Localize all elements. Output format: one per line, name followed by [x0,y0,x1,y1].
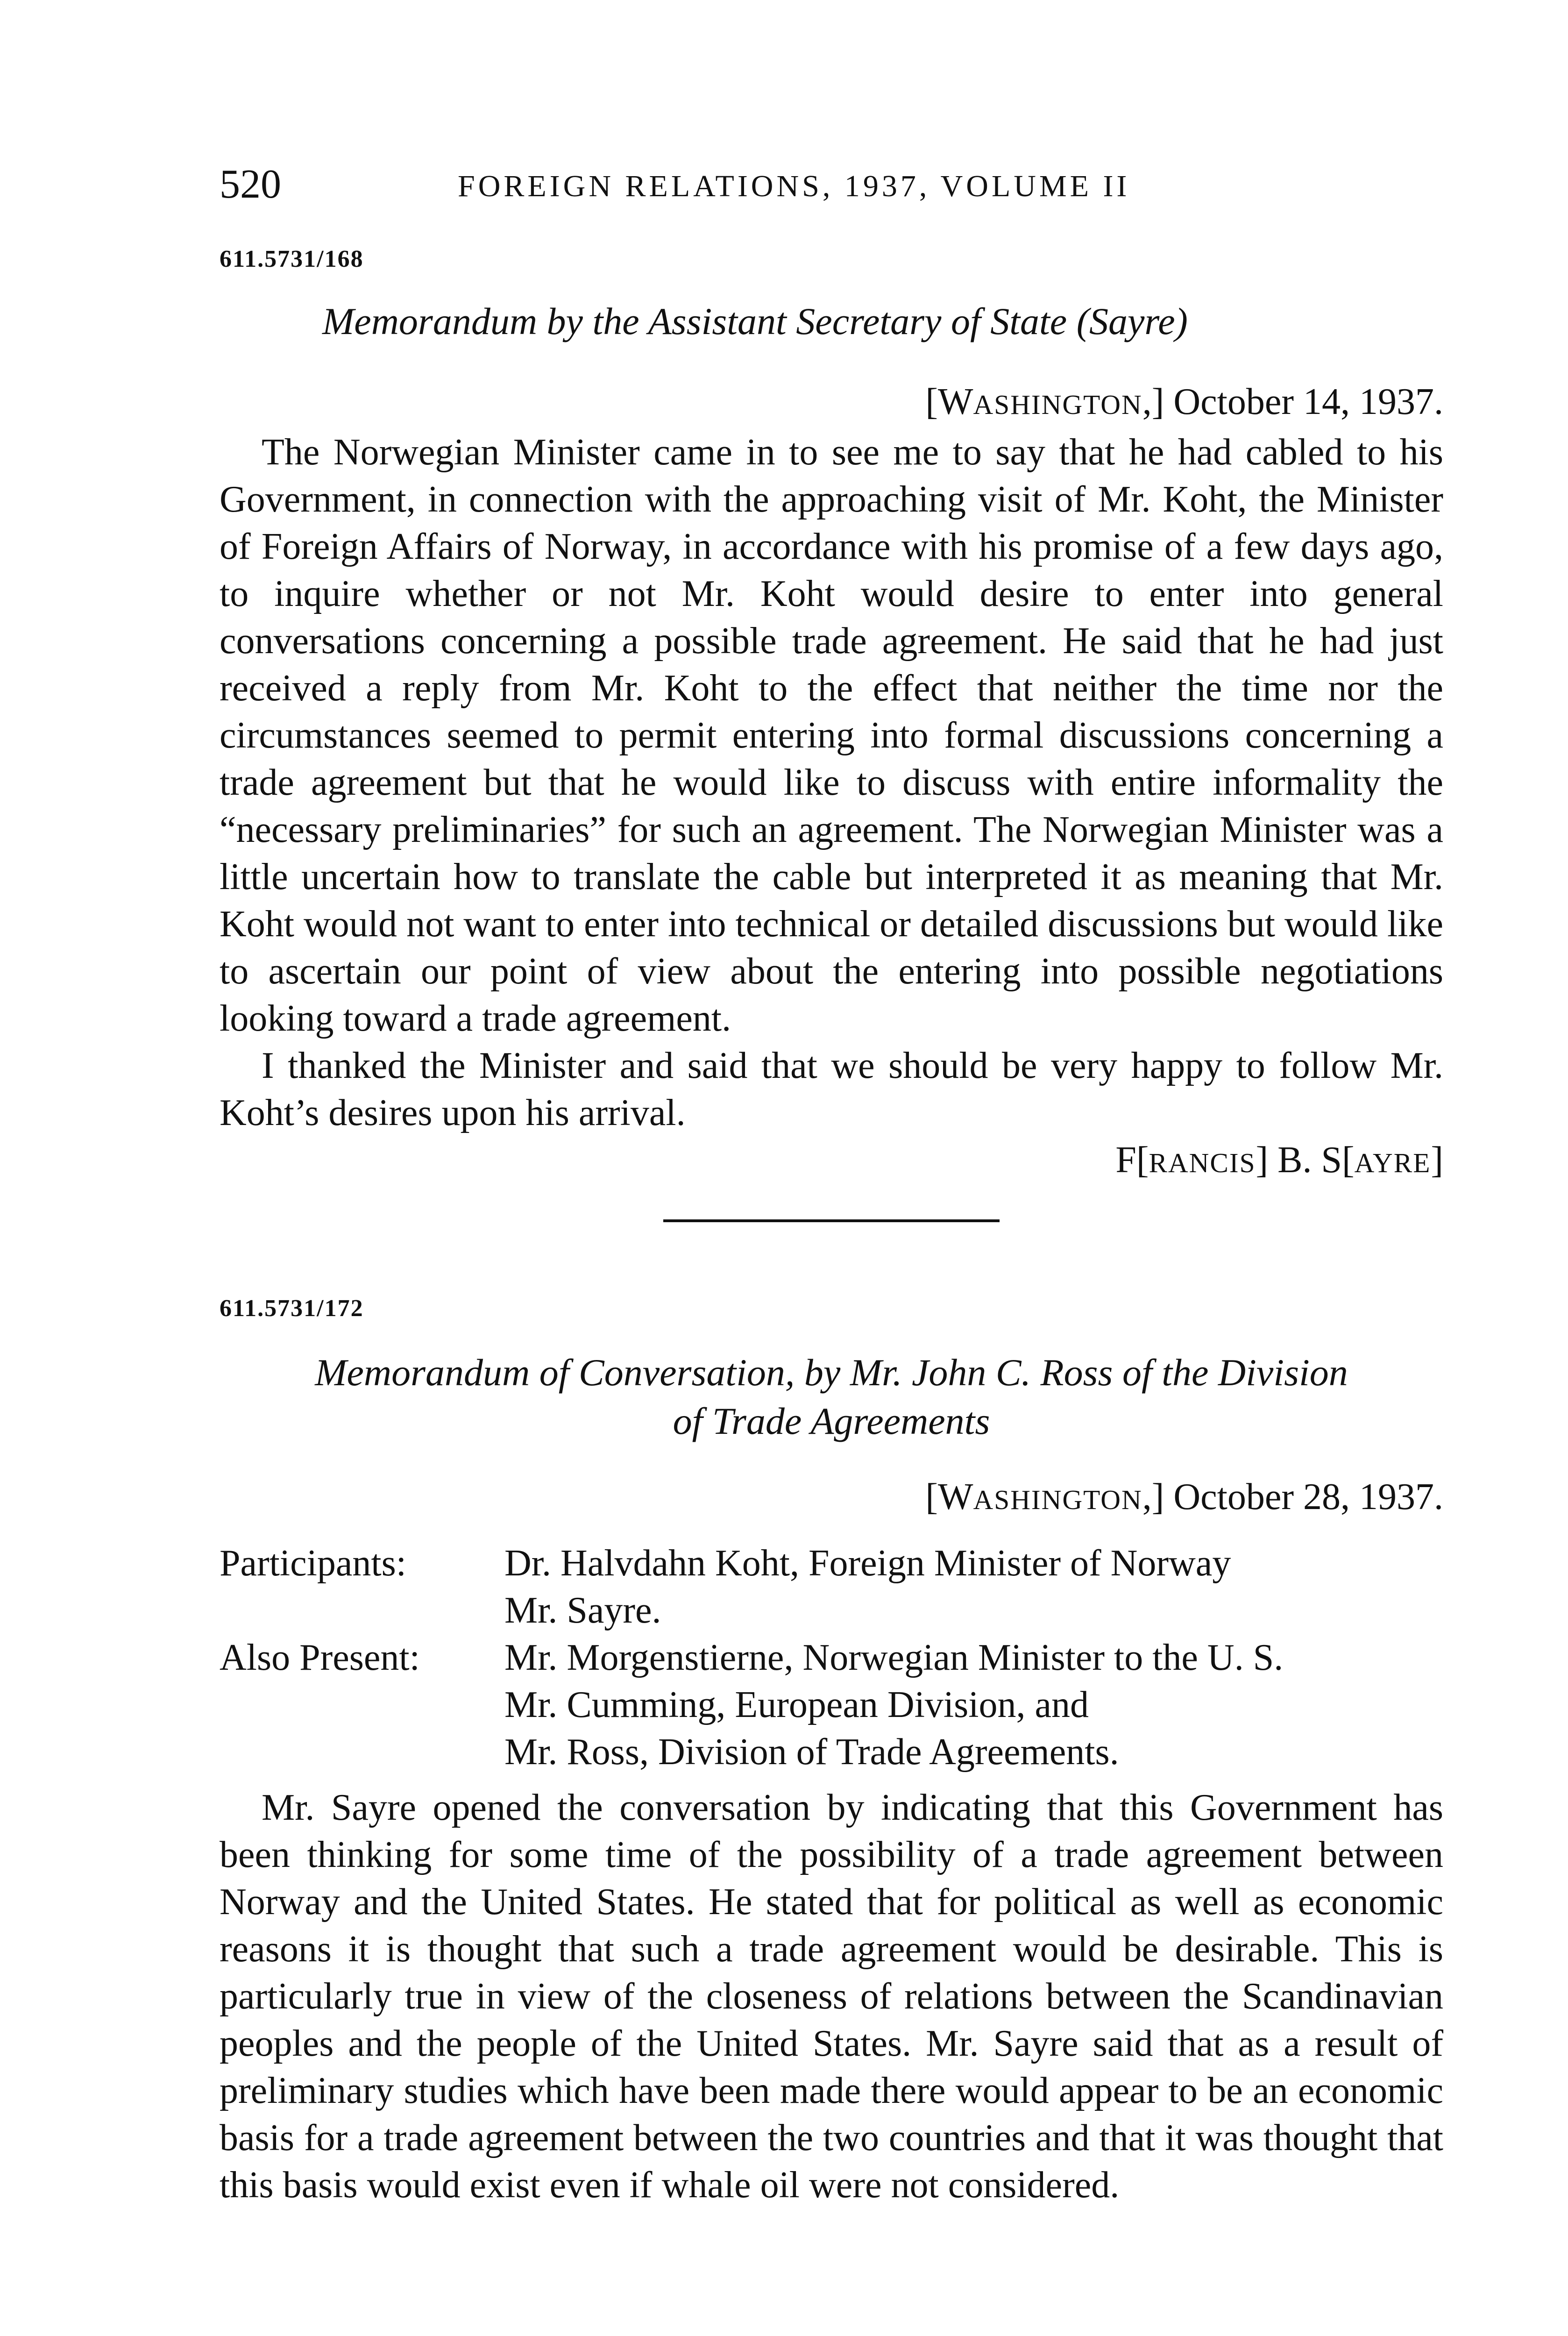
dateline-bracket-close: ,] [1142,381,1164,422]
signature-first-rest: RANCIS [1149,1147,1256,1178]
attendee-name: Mr. Ross, Division of Trade Agreements. [504,1731,1119,1773]
dateline [220,378,1443,428]
signature-first-initial: F [1115,1140,1136,1181]
signature-middle: B. [1277,1140,1312,1181]
memorandum-title-line: of Trade Agreements [673,1400,990,1442]
page-number: 520 [220,162,281,207]
participant-name: Dr. Halvdahn Koht, Foreign Minister of Norway [504,1543,1231,1584]
also-present-row [220,1634,1443,1681]
also-present-label: Also Present: [220,1637,420,1678]
section-divider [663,1219,1000,1222]
signature-last-initial: S [1321,1140,1342,1181]
dateline-place-rest: ASHINGTON [973,389,1142,420]
conversation-body [220,1784,1443,2209]
dateline [220,1474,1443,1523]
dateline-date: October 14, 1937. [1173,381,1443,422]
dateline-place-initial: W [938,381,973,422]
paragraph: Mr. Sayre opened the conversation by indicating that this Government has been thinking for some time of the possibility of a trade agreement between Norway and the United States. He stated that for political as well as economic reasons it is thought that such a trade agreement would be desirable. This is particularly true in view of the closeness of relations between the Scandinavian peoples and the people of the United States. Mr. Sayre said that as a result of preliminary studies which have been made there would appear to be an economic basis for a trade agreement between the two countries and that it was thought that this basis would exist even if whale oil were not considered. [220,1787,1443,2206]
running-head [220,159,1443,215]
signature: F[RANCIS] B. S[AYRE] [1115,1140,1443,1181]
participants-block [220,1540,1443,1776]
memorandum-body [220,429,1443,1137]
also-present-row [220,1681,1443,1729]
paragraph: The Norwegian Minister came in to see me to say that he had cabled to his Government, in connection with the approaching visit of Mr. Koht, the Minister of Foreign Affairs of Norway, in accordance with his promise of a few days ago, to inquire whether or not Mr. Koht would desire to enter into general conversations concerning a possible trade agreement. He said that he had just received a reply from Mr. Koht to the effect that neither the time nor the circumstances seemed to permit entering into formal discussions concerning a trade agreement but that he would like to discuss with entire informality the “necessary preliminaries” for such an agreement. The Norwegian Minister was a little uncertain how to translate the cable but interpreted it as meaning that Mr. Koht would not want to enter into technical or detailed discussions but would like to ascertain our point of view about the entering into possible negotiations looking toward a trade agreement. [220,432,1443,1039]
participants-row [220,1587,1443,1634]
memorandum-title: Memorandum by the Assistant Secretary of State (Sayre) [322,300,1188,342]
dateline-place-initial: W [938,1476,973,1517]
memorandum-title-line: Memorandum of Conversation, by Mr. John C. Ross of the Division [315,1351,1348,1394]
attendee-name: Mr. Cumming, European Division, and [504,1684,1089,1725]
file-number: 611.5731/168 [220,246,364,272]
participants-label: Participants: [220,1543,406,1584]
file-number: 611.5731/172 [220,1295,364,1322]
paragraph: I thanked the Minister and said that we should be very happy to follow Mr. Koht’s desires upon his arrival. [220,1045,1443,1133]
dateline-bracket-open: [ [925,381,938,422]
participants-row [220,1540,1443,1587]
dateline-place-rest: ASHINGTON [973,1484,1142,1515]
signature-last-rest: AYRE [1354,1147,1431,1178]
dateline-date: October 28, 1937. [1173,1476,1443,1517]
dateline-bracket-open: [ [925,1476,938,1517]
document-page [220,159,1443,2209]
also-present-row [220,1729,1443,1776]
dateline-bracket-close: ,] [1142,1476,1164,1517]
running-title: FOREIGN RELATIONS, 1937, VOLUME II [458,169,1130,203]
attendee-name: Mr. Morgenstierne, Norwegian Minister to the U. S. [504,1637,1284,1678]
memorandum-title [220,1348,1443,1446]
participant-name: Mr. Sayre. [504,1590,661,1631]
